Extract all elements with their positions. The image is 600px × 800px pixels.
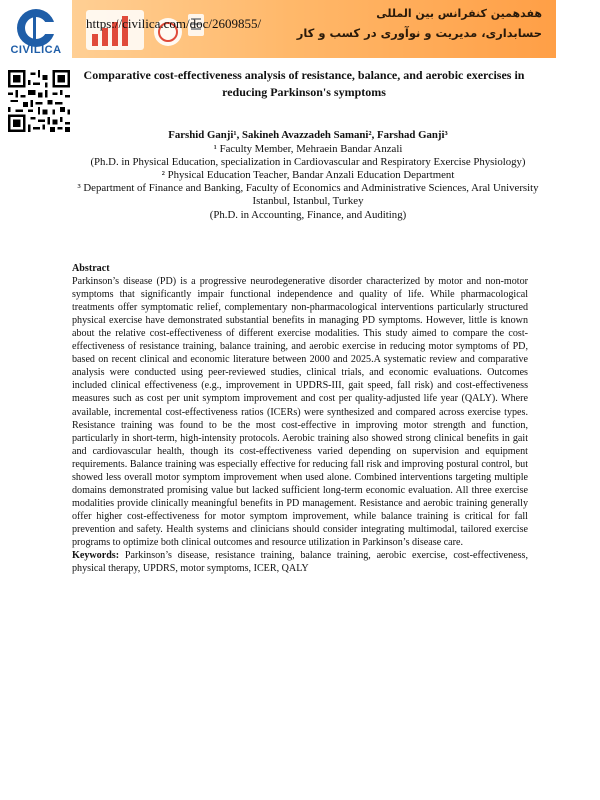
abstract-body: Parkinson’s disease (PD) is a progressive neurodegenerative disorder characterized by motor and non-motor symptoms that significantly impair functional independence and quality of life. While pharmacological treatments offer symptomatic relief, complementary non-pharmacological interventions particularly structured physical exercise have demonstrated substantial benefits in managing PD symptoms. However, little is known about the relative cost-effectiveness of different exercise modalities. This study aimed to compare the cost-effectiveness of resistance training, balance training, and aerobic exercise in reducing motor symptoms of PD, based on recent clinical and economic literature between 2000 and 2025.A systematic review and comparative analysis were conducted using peer-reviewed studies, clinical trials, and economic evaluations. Outcomes included clinical effectiveness (e.g., improvement in UPDRS-III, gait speed, fall risk) and cost-effectiveness measures such as cost per unit symptom improvement and cost per quality-adjusted life year (QALY). Where available, incremental cost-effectiveness ratios (ICERs) were synthesized and compared across exercise types. Resistance training was found to be the most cost-effective in improving motor strength and function, particularly in short-term, high-intensity protocols. Aerobic training also showed strong clinical benefits in gait and cardiovascular health, though its cost-effectiveness varied depending on supervision and equipment requirements. Balance training was especially effective for reducing fall risk and improving postural control, but showed less overall motor symptom improvement when used alone. Combined interventions targeting multiple domains demonstrated promising value but lacked sufficient long-term economic evaluation. All three exercise modalities provide clinically meaningful benefits in PD management. Resistance and aerobic training generally offer higher cost-effectiveness for motor symptom improvement, while balance training is critical for fall prevention and safety. Health systems and clinicians should consider integrating multimodal, tailored exercise programs to optimize both clinical outcomes and resource utilization in Parkinson’s disease care.	[72, 276, 528, 548]
keywords-line	[72, 549, 528, 575]
affiliation-2: ² Physical Education Teacher, Bandar Anzali Education Department	[161, 169, 455, 182]
author-block	[60, 129, 556, 222]
affiliation-3-degree: (Ph.D. in Accounting, Finance, and Auditing)	[209, 208, 407, 221]
document-url[interactable]: https://civilica.com/doc/2609855/	[86, 16, 262, 31]
logo-text: CIVILICA	[10, 44, 62, 56]
banner-subtitle: حسابداری، مدیریت و نوآوری در کسب و کار	[296, 26, 542, 40]
paper-title: Comparative cost-effectiveness analysis of resistance, balance, and aerobic exercises in reducing Parkinson's symptoms	[83, 68, 525, 99]
keywords-label: Keywords:	[72, 550, 120, 562]
abstract-section	[72, 262, 528, 575]
affiliation-1: ¹ Faculty Member, Mehraein Bandar Anzali	[213, 143, 403, 156]
author-list: Farshid Ganji¹, Sakineh Avazzadeh Samani², Farshad Ganji³	[168, 129, 448, 141]
abstract-heading: Abstract	[72, 263, 110, 274]
affiliation-3: ³ Department of Finance and Banking, Faculty of Economics and Administrative Sciences, Aral University Istanbul, Istanbul, Turkey	[77, 182, 539, 208]
affiliation-1-degree: (Ph.D. in Physical Education, specialization in Cardiovascular and Respiratory Exercise Physiology)	[90, 156, 526, 169]
qr-code-icon	[8, 70, 70, 132]
keywords-list: Parkinson’s disease, resistance training, balance training, aerobic exercise, cost-effectiveness, physical therapy, UPDRS, motor symptoms, ICER, QALY	[72, 550, 528, 575]
banner-title: هفدهمین کنفرانس بین المللی	[376, 7, 542, 20]
